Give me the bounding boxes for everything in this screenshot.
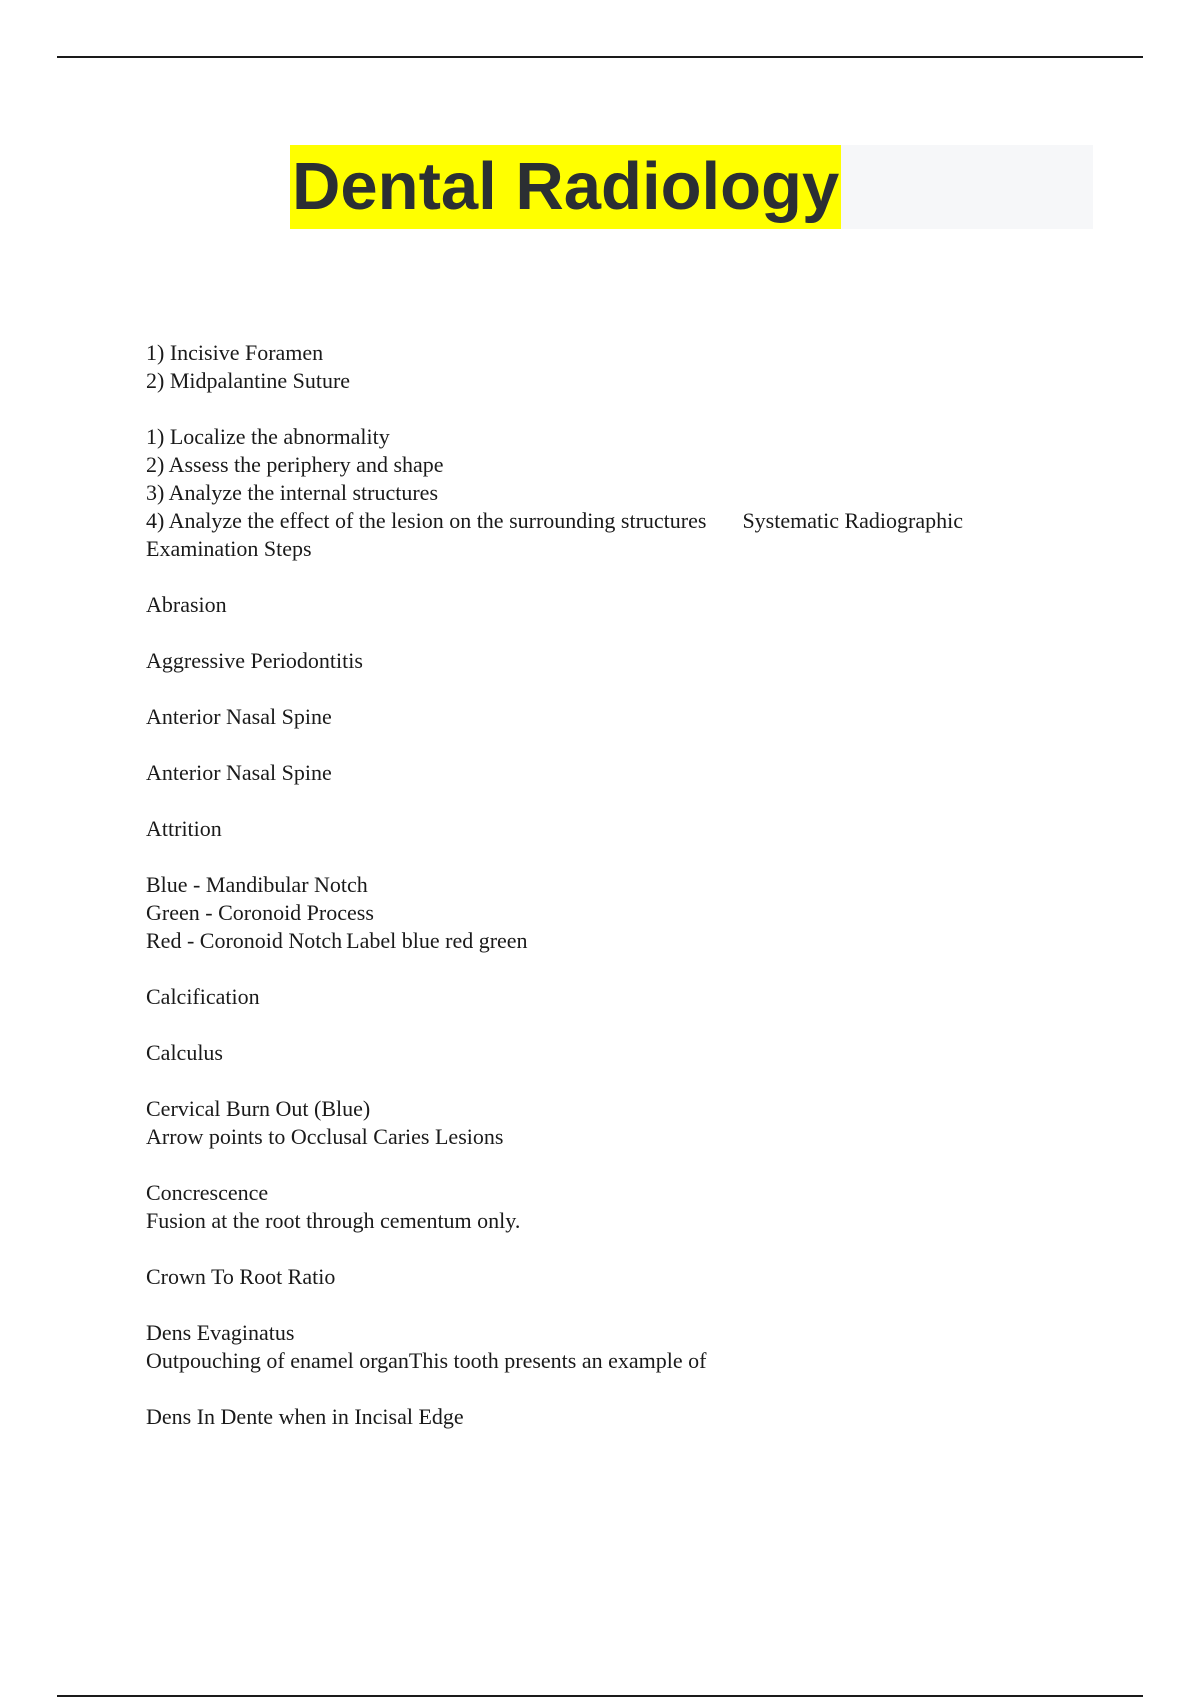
- entry-line: [146, 927, 1066, 955]
- entry-line: Aggressive Periodontitis: [146, 648, 363, 673]
- entry-line: 2) Assess the periphery and shape: [146, 452, 444, 477]
- entry-answer: Outpouching of enamel organ: [146, 1348, 409, 1373]
- entry-line: [146, 1347, 1066, 1375]
- entry-question: Systematic Radiographic Examination Steps: [146, 508, 963, 561]
- entry-line: Dens In Dente when in Incisal Edge: [146, 1404, 464, 1429]
- entry-answer: Red - Coronoid Notch: [146, 928, 343, 953]
- entry: [146, 1263, 1066, 1291]
- entry-line: Calcification: [146, 984, 260, 1009]
- page-title: Dental Radiology: [290, 145, 841, 229]
- entry-question: This tooth presents an example of: [408, 1348, 707, 1373]
- entry-answer: 4) Analyze the effect of the lesion on the surrounding structures: [146, 508, 707, 533]
- entry-line: Abrasion: [146, 592, 227, 617]
- entry-line: 2) Midpalantine Suture: [146, 368, 351, 393]
- entry: [146, 1319, 1066, 1375]
- entry-line: Cervical Burn Out (Blue): [146, 1096, 371, 1121]
- entry-line: Attrition: [146, 816, 222, 841]
- entry-line: 3) Analyze the internal structures: [146, 480, 439, 505]
- document-body: [146, 339, 1066, 1459]
- entry: [146, 759, 1066, 787]
- entry-line: 1) Localize the abnormality: [146, 424, 390, 449]
- entry-line: Blue - Mandibular Notch: [146, 872, 368, 897]
- entry-line: [146, 507, 1066, 563]
- entry: [146, 983, 1066, 1011]
- entry: [146, 339, 1066, 395]
- entry: [146, 1095, 1066, 1151]
- entry: [146, 703, 1066, 731]
- entry-line: Dens Evaginatus: [146, 1320, 295, 1345]
- entry: [146, 871, 1066, 955]
- entry: [146, 1039, 1066, 1067]
- entry-line: 1) Incisive Foramen: [146, 340, 324, 365]
- entry: [146, 815, 1066, 843]
- entry-line: Crown To Root Ratio: [146, 1264, 336, 1289]
- entry-line: Green - Coronoid Process: [146, 900, 374, 925]
- entry: [146, 1179, 1066, 1235]
- bottom-rule: [57, 1695, 1143, 1697]
- top-rule: [57, 56, 1143, 58]
- entry: [146, 647, 1066, 675]
- entry-question: Label blue red green: [346, 928, 528, 953]
- entry-line: Anterior Nasal Spine: [146, 760, 332, 785]
- entry: [146, 423, 1066, 563]
- entry-line: Concrescence: [146, 1180, 269, 1205]
- entry-line: Fusion at the root through cementum only.: [146, 1208, 521, 1233]
- entry: [146, 1403, 1066, 1431]
- entry: [146, 591, 1066, 619]
- entry-line: Calculus: [146, 1040, 223, 1065]
- entry-line: Anterior Nasal Spine: [146, 704, 332, 729]
- entry-line: Arrow points to Occlusal Caries Lesions: [146, 1124, 504, 1149]
